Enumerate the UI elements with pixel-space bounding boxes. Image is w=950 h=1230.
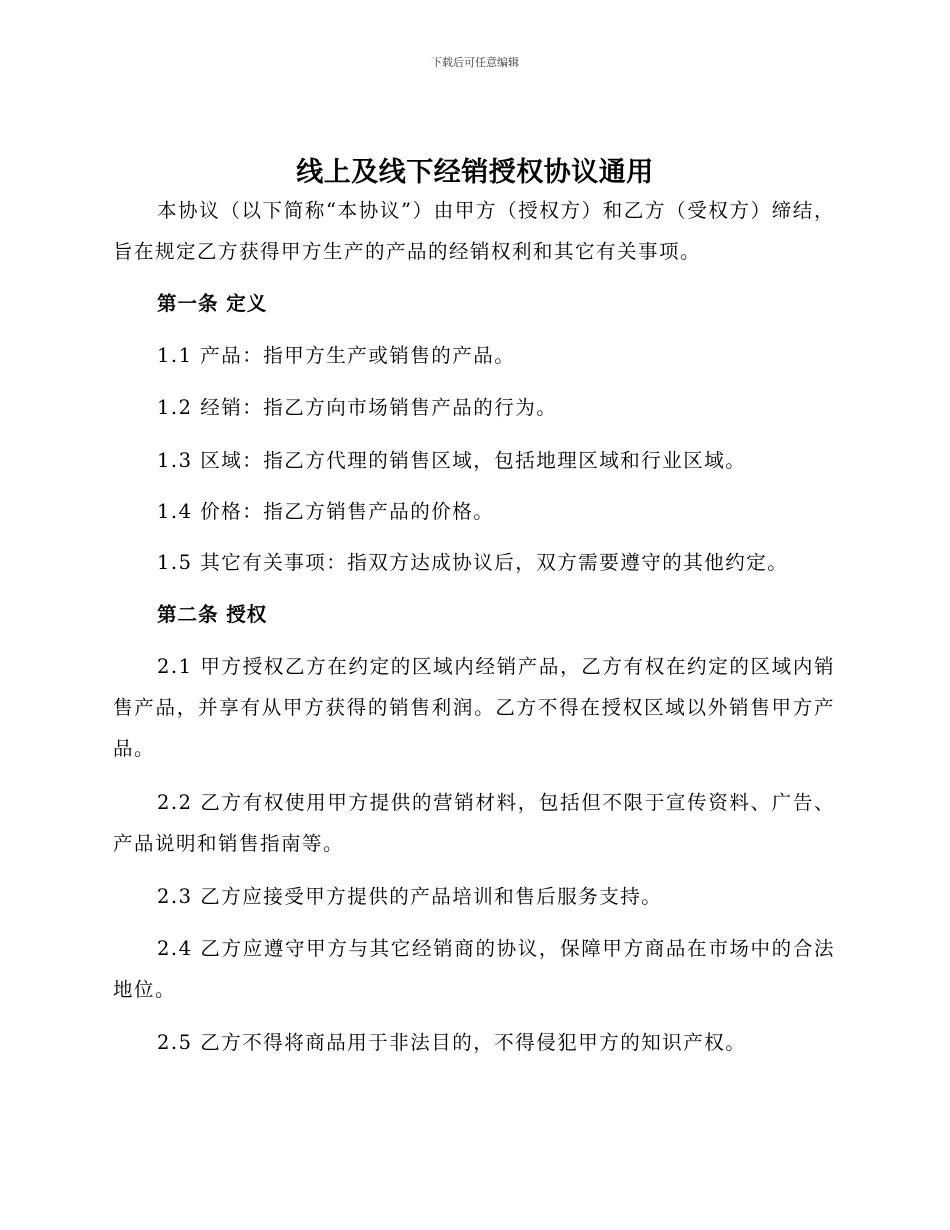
clause-1-4: 1.4 价格：指乙方销售产品的价格。 — [157, 500, 495, 523]
article-2-heading: 第二条 授权 — [157, 603, 268, 626]
clause-1-1: 1.1 产品：指甲方生产或销售的产品。 — [157, 344, 516, 367]
intro-paragraph: 本协议（以下简称“本协议”）由甲方（授权方）和乙方（受权方）缔结，旨在规定乙方获得甲方生产的产品的经销权利和其它有关事项。 — [113, 199, 835, 263]
clause-1-3: 1.3 区域：指乙方代理的销售区域，包括地理区域和行业区域。 — [157, 449, 747, 472]
document-title: 线上及线下经销授权协议通用 — [296, 157, 654, 188]
clause-2-4: 2.4 乙方应遵守甲方与其它经销商的协议，保障甲方商品在市场中的合法地位。 — [113, 937, 835, 1001]
clause-2-1: 2.1 甲方授权乙方在约定的区域内经销产品，乙方有权在约定的区域内销售产品，并享有从甲方获得的销售利润。乙方不得在授权区域以外销售甲方产品。 — [113, 655, 835, 760]
clause-1-2: 1.2 经销：指乙方向市场销售产品的行为。 — [157, 396, 558, 419]
page-header: 下载后可任意编辑 — [431, 56, 519, 69]
clause-2-2: 2.2 乙方有权使用甲方提供的营销材料，包括但不限于宣传资料、广告、产品说明和销售指南等。 — [113, 791, 835, 855]
article-1-heading: 第一条 定义 — [157, 292, 268, 315]
clause-2-3: 2.3 乙方应接受甲方提供的产品培训和售后服务支持。 — [157, 885, 663, 908]
clause-1-5: 1.5 其它有关事项：指双方达成协议后，双方需要遵守的其他约定。 — [157, 551, 789, 574]
clause-2-5: 2.5 乙方不得将商品用于非法目的，不得侵犯甲方的知识产权。 — [157, 1031, 747, 1054]
